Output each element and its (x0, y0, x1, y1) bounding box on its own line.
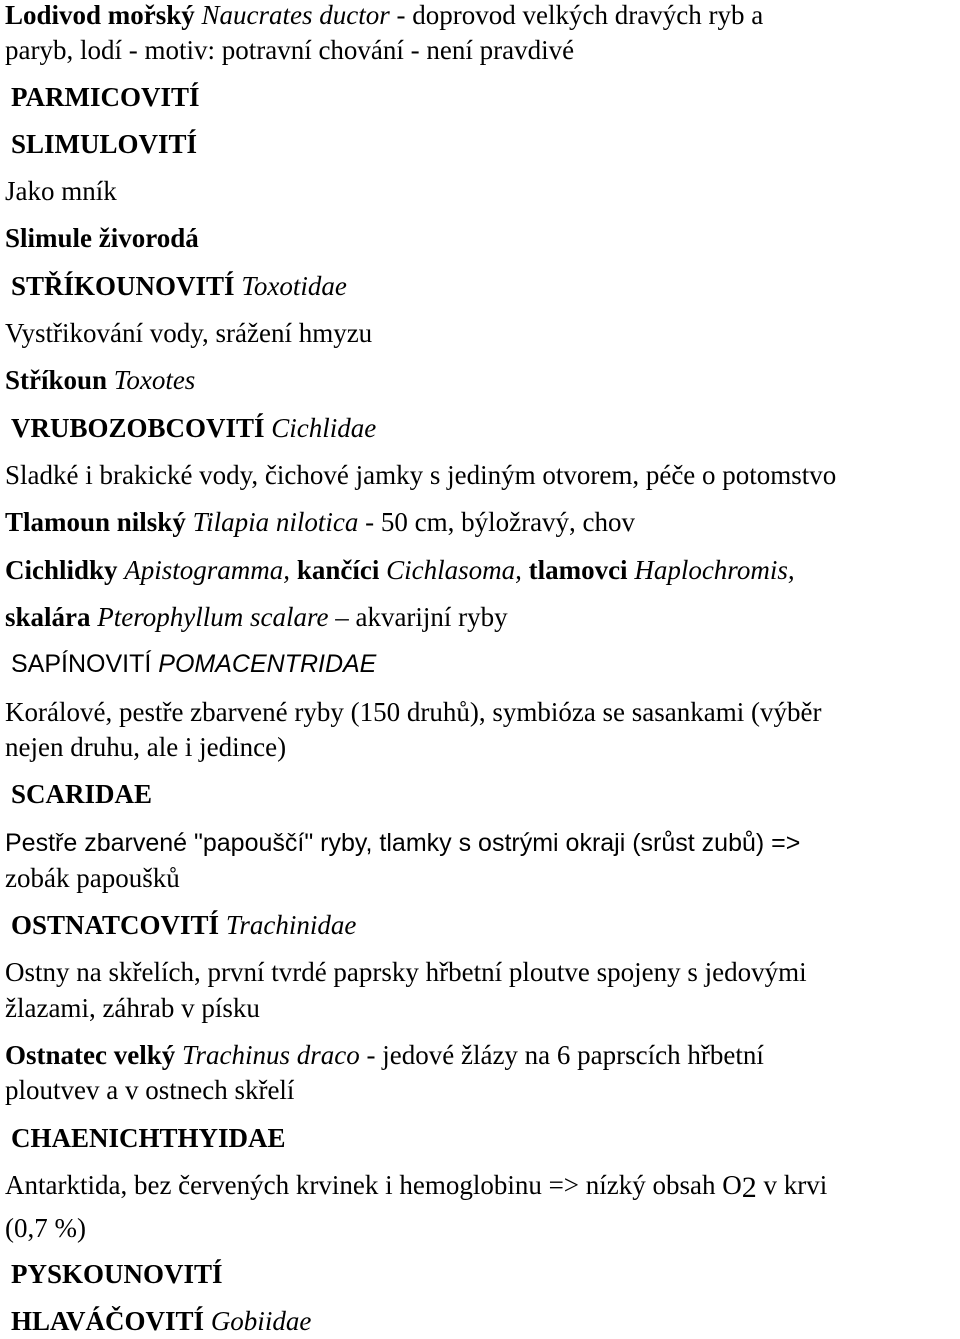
species-line: Cichlidky Apistogramma, kančíci Cichlasoma, tlamovci Haplochromis, (5, 555, 795, 585)
text-line: (0,7 %) (5, 1213, 86, 1243)
text-line: zobák papoušků (5, 863, 180, 893)
text-line: Pestře zbarvené "papouščí" ryby, tlamky s ostrými okraji (srůst zubů) => (5, 829, 801, 857)
family-heading: CHAENICHTHYIDAE (11, 1123, 286, 1153)
family-heading: PYSKOUNOVITÍ (11, 1259, 223, 1289)
species-line: skalára Pterophyllum scalare – akvarijní ryby (5, 602, 508, 632)
family-heading: SAPÍNOVITÍ POMACENTRIDAE (11, 650, 377, 678)
family-heading: OSTNATCOVITÍ Trachinidae (11, 910, 357, 940)
text-line: ploutvev a v ostnech skřelí (5, 1075, 295, 1105)
text-line: paryb, lodí - motiv: potravní chování - není pravdivé (5, 35, 575, 65)
species-line: Ostnatec velký Trachinus draco - jedové žlázy na 6 paprscích hřbetní (5, 1040, 764, 1070)
species-line: Slimule živorodá (5, 223, 199, 253)
family-heading: VRUBOZOBCOVITÍ Cichlidae (11, 413, 377, 443)
text-line: Jako mník (5, 176, 117, 206)
family-heading: PARMICOVITÍ (11, 82, 200, 112)
text-line: Lodivod mořský Naucrates ductor - doprovod velkých dravých ryb a (5, 0, 764, 30)
text-line: žlazami, záhrab v písku (5, 993, 260, 1023)
text-line: Vystřikování vody, srážení hmyzu (5, 318, 373, 348)
family-heading: SLIMULOVITÍ (11, 129, 198, 159)
family-heading: HLAVÁČOVITÍ Gobiidae (11, 1306, 312, 1336)
text-line: Ostny na skřelích, první tvrdé paprsky hřbetní ploutve spojeny s jedovými (5, 957, 807, 987)
species-line: Stříkoun Toxotes (5, 365, 196, 395)
family-heading: SCARIDAE (11, 779, 153, 809)
text-line: Antarktida, bez červených krvinek i hemoglobinu => nízký obsah O2 v krvi (5, 1170, 828, 1204)
species-line: Tlamoun nilský Tilapia nilotica - 50 cm, býložravý, chov (5, 507, 636, 537)
text-line: Korálové, pestře zbarvené ryby (150 druhů), symbióza se sasankami (výběr (5, 697, 822, 727)
family-heading: STŘÍKOUNOVITÍ Toxotidae (11, 271, 347, 301)
text-line: nejen druhu, ale i jedince) (5, 732, 287, 762)
text-line: Sladké i brakické vody, čichové jamky s jediným otvorem, péče o potomstvo (5, 460, 837, 490)
